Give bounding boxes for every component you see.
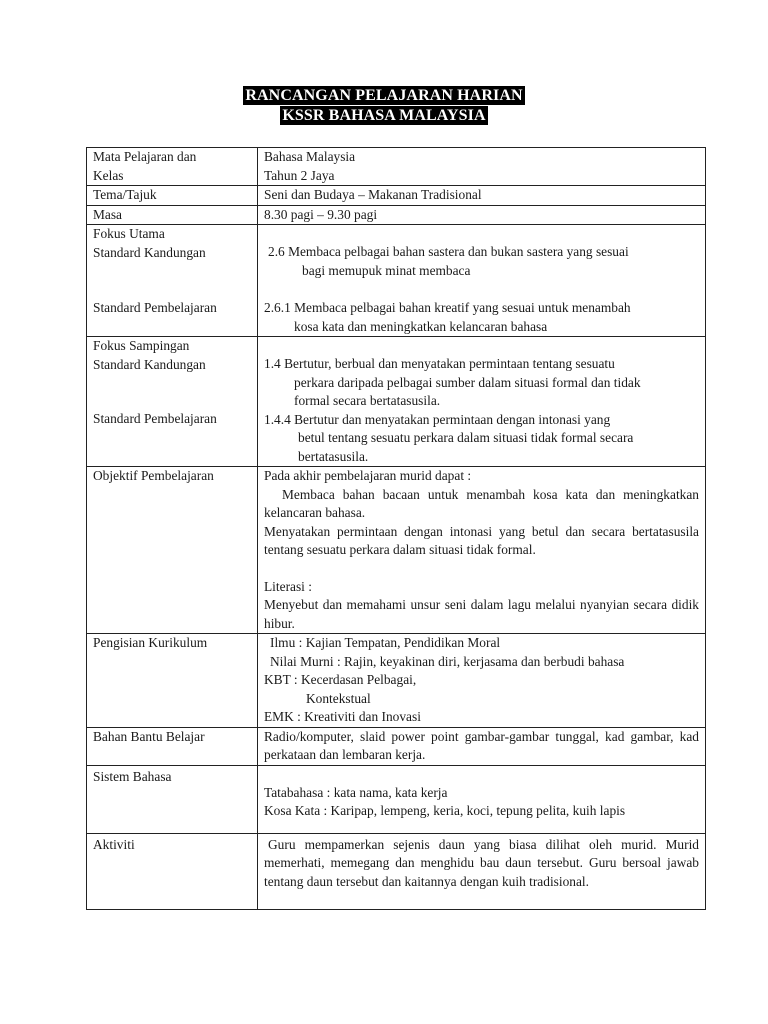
label-theme: Tema/Tajuk [87,186,258,206]
main-sp-line-2: kosa kata dan meningkatkan kelancaran bahasa [294,318,548,334]
class-name: Tahun 2 Jaya [264,167,335,183]
side-sp-line-1: 1.4.4 Bertutur dan menyatakan permintaan dengan intonasi yang [264,411,611,427]
main-sk-line-1: 2.6 Membaca pelbagai bahan sastera dan bukan sastera yang sesuai [268,244,629,259]
side-sk-line-3: formal secara bertatasusila. [294,393,441,408]
objective-2: Menyatakan permintaan dengan intonasi yang betul dan secara bertatasusila tentang sesuatu perkara dalam situasi tidak formal. [264,523,699,557]
value-curriculum [258,634,706,728]
title-line-1: RANCANGAN PELAJARAN HARIAN [245,87,523,104]
row-objective [87,467,706,634]
objective-1: Membaca bahan bacaan untuk menambah kosa kata dan meningkatkan kelancaran bahasa. [264,486,699,520]
subject-name: Bahasa Malaysia [264,149,356,164]
literacy-label: Literasi : [264,578,312,594]
curriculum-nilai: Nilai Murni : Rajin, keyakinan diri, kerjasama dan berbudi bahasa [270,653,625,669]
value-main-focus [258,225,706,337]
literacy-text: Menyebut dan memahami unsur seni dalam lagu melalui nyanyian secara didik hibur. [264,597,699,631]
language-grammar: Tatabahasa : kata nama, kata kerja [264,784,448,800]
row-side-focus [87,337,706,467]
side-sk-line-2: perkara daripada pelbagai sumber dalam situasi formal dan tidak [294,374,641,390]
title-line-2: KSSR BAHASA MALAYSIA [282,107,486,124]
label-curriculum: Pengisian Kurikulum [87,634,258,728]
side-sp-line-2: betul tentang sesuatu perkara dalam situasi tidak formal secara [298,430,634,445]
label-main-focus: Fokus Utama Standard Kandungan Standard Pembelajaran [87,225,258,337]
row-activity [87,833,706,910]
label-subject: Mata Pelajaran dan Kelas [87,148,258,186]
row-theme [87,186,706,206]
label-language: Sistem Bahasa [87,765,258,833]
value-time: 8.30 pagi – 9.30 pagi [258,205,706,225]
language-vocab: Kosa Kata : Karipap, lempeng, keria, koci, tepung pelita, kuih lapis [264,803,626,818]
curriculum-kbt-1: KBT : Kecerdasan Pelbagai, [264,672,417,687]
row-subject [87,148,706,186]
label-objective: Objektif Pembelajaran [87,467,258,634]
value-language [258,765,706,833]
main-sk-line-2: bagi memupuk minat membaca [302,262,471,278]
label-time: Masa [87,205,258,225]
side-sk-line-1: 1.4 Bertutur, berbual dan menyatakan permintaan tentang sesuatu [264,356,615,371]
label-activity: Aktiviti [87,833,258,910]
value-activity: Guru mempamerkan sejenis daun yang biasa dilihat oleh murid. Murid memerhati, memegang dan menghidu bau daun tersebut. Guru bersoal jawab tentang daun tersebut dan kaitannya dengan kuih tradisional. [258,833,706,910]
lesson-plan-table [86,147,706,910]
value-side-focus [258,337,706,467]
row-main-focus [87,225,706,337]
row-curriculum [87,634,706,728]
curriculum-emk: EMK : Kreativiti dan Inovasi [264,709,421,724]
value-subject [258,148,706,186]
main-sp-line-1: 2.6.1 Membaca pelbagai bahan kreatif yang sesuai untuk menambah [264,300,631,315]
value-theme: Seni dan Budaya – Makanan Tradisional [258,186,706,206]
label-side-focus: Fokus Sampingan Standard Kandungan Standard Pembelajaran [87,337,258,467]
row-language [87,765,706,833]
side-sp-line-3: bertatasusila. [298,448,369,464]
row-materials [87,727,706,765]
curriculum-kbt-2: Kontekstual [306,690,371,706]
label-materials: Bahan Bantu Belajar [87,727,258,765]
objective-intro: Pada akhir pembelajaran murid dapat : [264,468,472,483]
document-title [0,86,768,125]
value-materials: Radio/komputer, slaid power point gambar-gambar tunggal, kad gambar, kad perkataan dan lembaran kerja. [258,727,706,765]
curriculum-ilmu: Ilmu : Kajian Tempatan, Pendidikan Moral [270,635,501,650]
value-objective [258,467,706,634]
row-time [87,205,706,225]
